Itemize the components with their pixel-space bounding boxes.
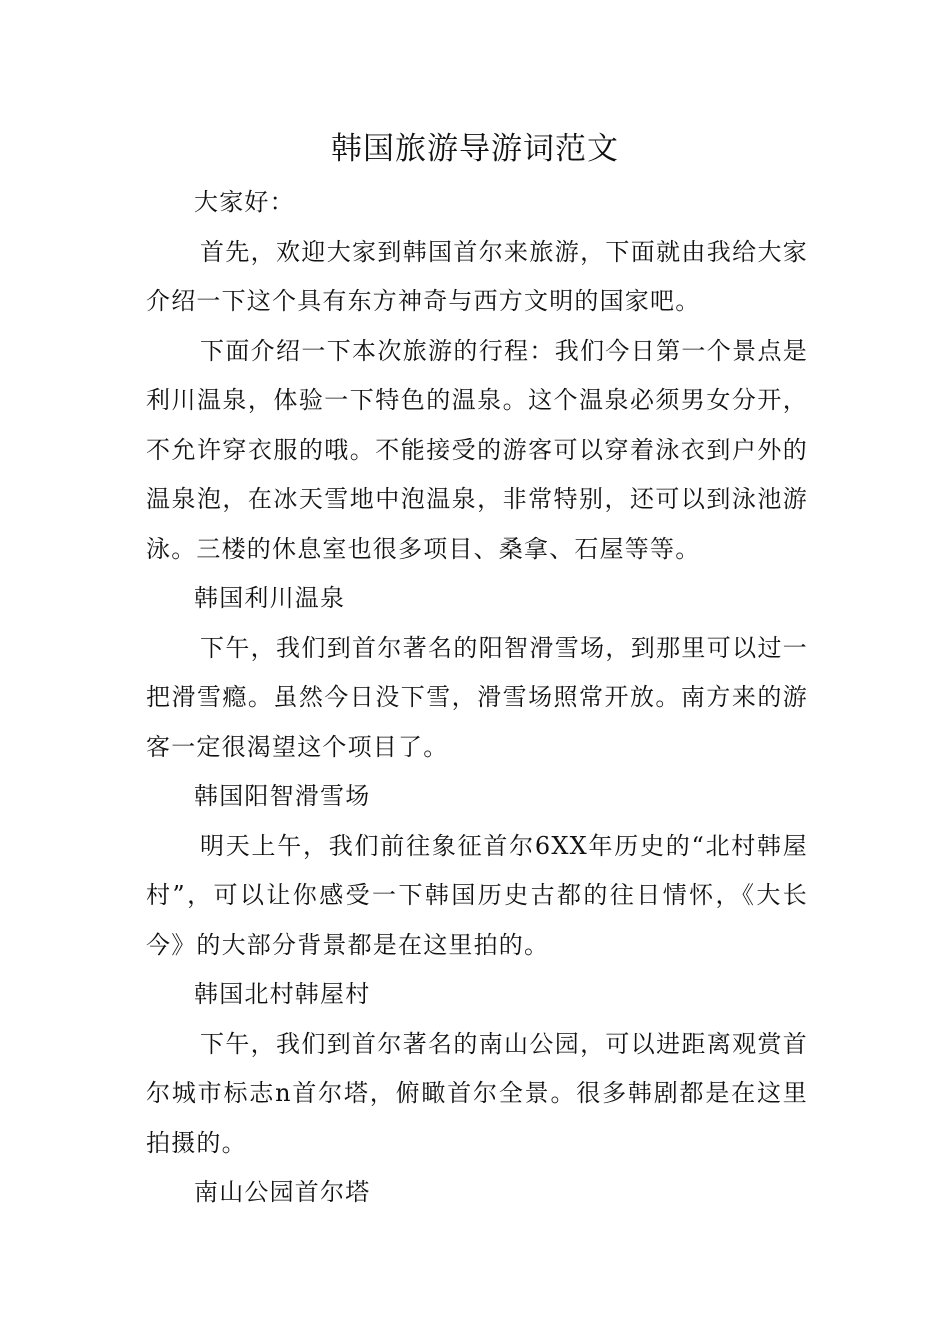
document-title: 韩国旅游导游词范文 — [331, 131, 619, 167]
paragraph-ski-resort: 下午，我们到首尔著名的阳智滑雪场，到那里可以过一把滑雪瘾。虽然今日没下雪，滑雪场照常开放。南方来的游客一定很渴望这个项目了。 — [146, 633, 808, 761]
document-body — [146, 178, 808, 1218]
caption-bukchon-hanok-village: 韩国北村韩屋村 — [194, 980, 371, 1008]
paragraph-itinerary-hot-spring: 下面介绍一下本次旅游的行程：我们今日第一个景点是利川温泉，体验一下特色的温泉。这个温泉必须男女分开，不允许穿衣服的哦。不能接受的游客可以穿着泳衣到户外的温泉泡，在冰天雪地中泡温泉，非常特别，还可以到泳池游泳。三楼的休息室也很多项目、桑拿、石屋等等。 — [146, 336, 808, 563]
paragraph-bukchon-hanok: 明天上午，我们前往象征首尔6XX年历史的“北村韩屋村”，可以让你感受一下韩国历史古都的往日情怀，《大长今》的大部分背景都是在这里拍的。 — [146, 831, 808, 959]
paragraph-namsan-park: 下午，我们到首尔著名的南山公园，可以进距离观赏首尔城市标志n首尔塔，俯瞰首尔全景。很多韩剧都是在这里拍摄的。 — [146, 1029, 808, 1157]
caption-icheon-hot-spring: 韩国利川温泉 — [194, 584, 346, 612]
paragraph-welcome: 首先，欢迎大家到韩国首尔来旅游，下面就由我给大家介绍一下这个具有东方神奇与西方文明的国家吧。 — [146, 237, 808, 315]
greeting-line: 大家好： — [194, 188, 295, 216]
caption-yangji-ski-resort: 韩国阳智滑雪场 — [194, 782, 371, 810]
caption-namsan-seoul-tower: 南山公园首尔塔 — [194, 1178, 371, 1206]
